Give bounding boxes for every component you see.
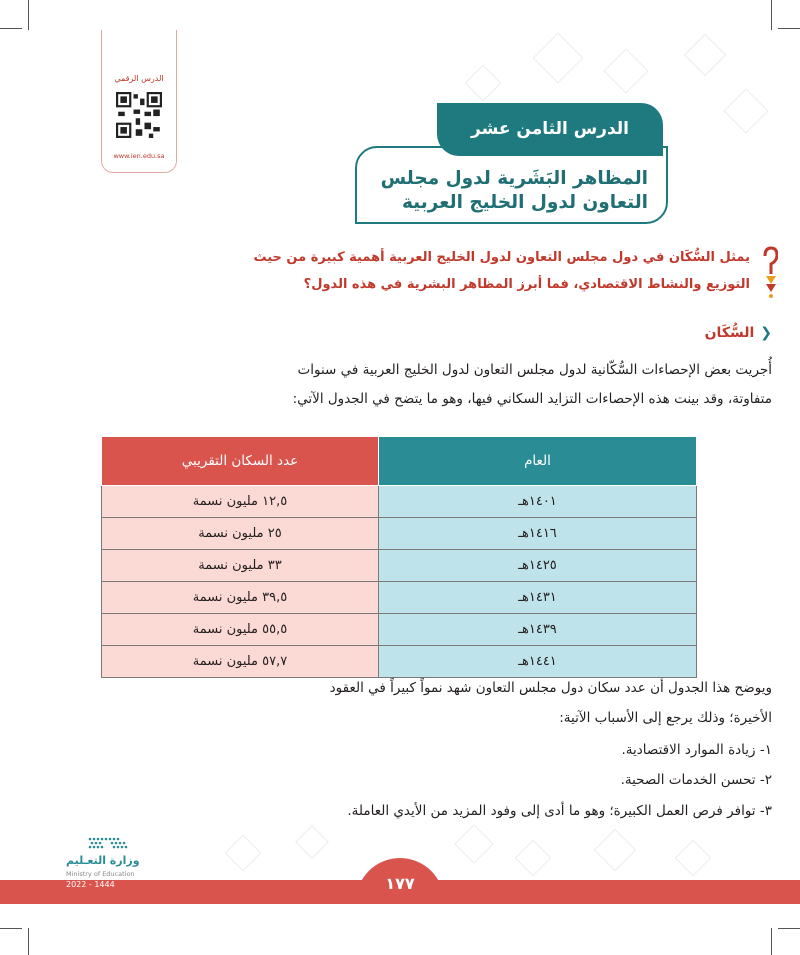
table-row [102, 614, 697, 646]
crop-mark [28, 0, 29, 30]
lesson-title-line1: المظاهر البَشَرية لدول مجلس [380, 168, 648, 189]
table-cell-population: ٣٣ مليون نسمة [102, 550, 379, 582]
lesson-number-tab: الدرس الثامن عشر [437, 103, 663, 156]
intro-question-line2: التوزيع والنشاط الاقتصادي، فما أبرز المظاهر البشرية في هذه الدول؟ [303, 277, 750, 292]
table-cell-year: ١٤٣١هـ [379, 582, 697, 614]
paragraph-line: متفاوتة، وقد بينت هذه الإحصاءات التزايد السكاني فيها، وهو ما يتضح في الجدول الآتي: [292, 391, 772, 407]
section-heading [705, 323, 772, 343]
watermark-shape [675, 840, 712, 877]
qr-code-icon[interactable] [116, 92, 162, 138]
ministry-name-arabic: وزارة التعـليم [66, 854, 140, 867]
question-mark-icon [762, 246, 778, 298]
table-cell-population: ٥٥,٥ مليون نسمة [102, 614, 379, 646]
watermark-shape [295, 825, 329, 859]
paragraph-line: الأخيرة؛ وذلك يرجع إلى الأسباب الآتية: [559, 710, 772, 726]
table-row [102, 486, 697, 518]
table-row [102, 582, 697, 614]
watermark-shape [515, 840, 552, 877]
digital-lesson-box [101, 30, 177, 173]
table-header-population: عدد السكان التقريبي [102, 437, 379, 486]
crop-mark [0, 928, 22, 929]
watermark-shape [533, 33, 584, 84]
watermark-shape [594, 829, 636, 871]
intro-question-line1: يمثل السُّكَان في دول مجلس التعاون لدول الخليج العربية أهمية كبيرة من حيث [253, 250, 750, 265]
paragraph-line: أُجريت بعض الإحصاءات السُّكّانية لدول مجلس التعاون لدول الخليج العربية في سنوات [297, 362, 772, 378]
section-heading-text: السُّكَان [704, 325, 755, 341]
table-cell-population: ١٢,٥ مليون نسمة [102, 486, 379, 518]
table-row [102, 646, 697, 678]
table-cell-year: ١٤٣٩هـ [379, 614, 697, 646]
lesson-title-line2: التعاون لدول الخليج العربية [401, 192, 648, 213]
list-item: ٣- توافر فرص العمل الكبيرة؛ وهو ما أدى إلى وفود المزيد من الأيدي العاملة. [347, 803, 772, 819]
digital-lesson-label: الدرس الرقمي [114, 74, 164, 83]
crop-mark [0, 28, 22, 29]
population-table [101, 436, 697, 678]
table-row [102, 518, 697, 550]
crop-mark [778, 928, 800, 929]
watermark-shape [603, 48, 648, 93]
digital-lesson-url[interactable]: www.ien.edu.sa [113, 152, 165, 160]
paragraph-line: ويوضح هذا الجدول أن عدد سكان دول مجلس التعاون شهد نمواً كبيراً في العقود [329, 680, 772, 696]
ministry-logo [66, 840, 156, 889]
table-cell-population: ٥٧,٧ مليون نسمة [102, 646, 379, 678]
table-row [102, 550, 697, 582]
watermark-shape [723, 88, 768, 133]
ministry-logo-icon [66, 836, 146, 852]
chevron-left-icon: ❮ [760, 325, 772, 341]
table-cell-year: ١٤٤١هـ [379, 646, 697, 678]
lesson-title-box [355, 146, 668, 224]
crop-mark [771, 928, 772, 955]
crop-mark [771, 0, 772, 30]
table-cell-year: ١٤٢٥هـ [379, 550, 697, 582]
table-cell-population: ٣٩,٥ مليون نسمة [102, 582, 379, 614]
watermark-shape [225, 835, 262, 872]
watermark-shape [684, 34, 726, 76]
list-item: ١- زيادة الموارد الاقتصادية. [621, 742, 772, 758]
table-header-row [102, 437, 697, 486]
watermark-shape [465, 65, 502, 102]
watermark-shape [454, 824, 494, 864]
edition-year: 2022 - 1444 [66, 880, 115, 889]
table-cell-year: ١٤١٦هـ [379, 518, 697, 550]
list-item: ٢- تحسن الخدمات الصحية. [620, 772, 772, 788]
ministry-name-english: Ministry of Education [66, 870, 135, 878]
crop-mark [28, 928, 29, 955]
table-header-year: العام [379, 437, 697, 486]
table-cell-population: ٢٥ مليون نسمة [102, 518, 379, 550]
page-number: ١٧٧ [356, 858, 444, 904]
table-cell-year: ١٤٠١هـ [379, 486, 697, 518]
crop-mark [778, 28, 800, 29]
